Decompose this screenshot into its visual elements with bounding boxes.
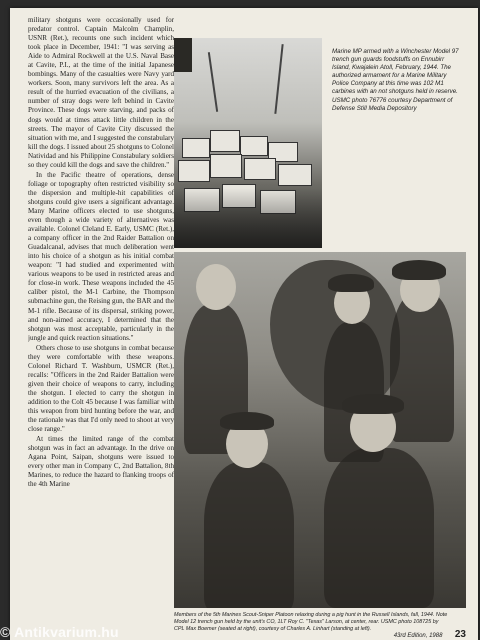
marine-cap	[342, 394, 404, 414]
palm-tree-shape	[274, 44, 283, 114]
watermark-text: © Antikvarium.hu	[0, 624, 119, 640]
photo-mp-guarding-foodstuffs	[174, 38, 322, 248]
marine-seated-left	[204, 462, 294, 608]
crate-shape	[178, 160, 210, 182]
marine-helmet	[392, 260, 446, 280]
marine-face	[196, 264, 236, 310]
article-paragraph-1: military shotguns were occasionally used for predator control. Captain Malcolm Champlin, USNR (Ret.), recounts one such incident which took place in December, 1941: "I was serving as Aide to Admiral Rockwell at the U.S. Naval Base at Cavite, P.I., at the time of the initial Japanese bombings. Many of the casualties were Navy yard workers. Soon, many survivors left the area. As a result of the hurried evacuation of the civilians, a number of stray dogs were left behind in Cavite Province. These dogs were starving, and packs of dogs would at times attack little children in the streets. The mayor of Cavite City discussed the situation with me, and I suggested the constabulary kill the dogs. I issued about 25 shotguns to Colonel Natividad and his Philippine Constabulary soldiers so they could kill the dogs and save the children."	[28, 16, 174, 169]
magazine-page	[10, 8, 478, 640]
marine-helmet	[328, 274, 374, 292]
crate-shape	[240, 136, 268, 156]
crate-shape	[278, 164, 312, 186]
crate-shape	[210, 130, 240, 152]
article-text-column	[28, 16, 174, 606]
photo-bottom-caption: Members of the 5th Marines Scout-Sniper Platoon relaxing during a pig hunt in the Russell Islands, fall, 1944. Note Model 12 trench gun held by the unit's CO, 1LT Roy C. "Texas" Larson, at center, rear. USMC photo 108725 by CPL Max Boemer (seated at right), courtesy of Charles A. Linhart (standing at left).	[174, 612, 448, 632]
photo-scout-sniper-platoon	[174, 252, 466, 608]
crate-shape	[210, 154, 242, 178]
marine-standing-right	[390, 292, 454, 442]
page-footer	[394, 624, 466, 640]
palm-tree-shape	[208, 52, 218, 112]
crate-shape	[182, 138, 210, 158]
marine-seated-right	[324, 448, 434, 608]
crate-shape	[244, 158, 276, 180]
page-number: 23	[454, 629, 466, 640]
seated-marine-silhouette	[174, 38, 192, 72]
marine-cap	[220, 412, 274, 430]
article-paragraph-2: In the Pacific theatre of operations, dense foliage or topography often restricted visibility so the dispersion and multiple-hit capabilities of shotguns could give users a significant advantage. Many Marine officers elected to use shotguns, even though a wide variety of alternatives was available. Colonel Cleland E. Early, USMC (Ret.), a company officer in the 2nd Raider Battalion on Guadalcanal, advises that much deliberation went into his choice of a shotgun as his initial combat weapon: "I had studied and experimented with various weapons to be used in restricted areas and for close-in work. These weapons included the 45 caliber pistol, the M-1 Carbine, the Thompson submachine gun, the Reising gun, the BAR and the M-1 rifle. Because of its dispersal, striking power, and non-aimed accuracy, I determined that the shotgun was most acceptable, particularly in the jungle and quick reaction situations."	[28, 170, 174, 342]
edition-label: 43rd Edition, 1988	[393, 633, 443, 639]
photo-top-caption: Marine MP armed with a Winchester Model 97 trench gun guards foodstuffs on Ennubirr Island, Kwajalein Atoll, February, 1944. The authorized armament for a Marine Military Police Company at this time was 102 M1 carbines with an not shotguns held in reserve. USMC photo 76776 courtesy Department of Defense Still Media Depository	[332, 48, 459, 112]
article-paragraph-3: Others chose to use shotguns in combat because they were comfortable with these weapons. Colonel Richard T. Washburn, USMCR (Ret.), recalls: "Officers in the 2nd Raider Battalion were given their choice of weapons to carry, including the shotgun. I elected to carry the shotgun in addition to the Colt 45 because I was familiar with this weapon from bird hunting before the war, and the rationale was that I'd only need to shoot at very close range."	[28, 343, 174, 434]
article-paragraph-4: At times the limited range of the combat shotgun was in fact an advantage. In the drive on Agana Point, Saipan, shotguns were issued to every other man in Company C, 2nd Battalion, 8th Marines, to reduce the hazard to flanking troops of the 4th Marine	[28, 435, 174, 489]
